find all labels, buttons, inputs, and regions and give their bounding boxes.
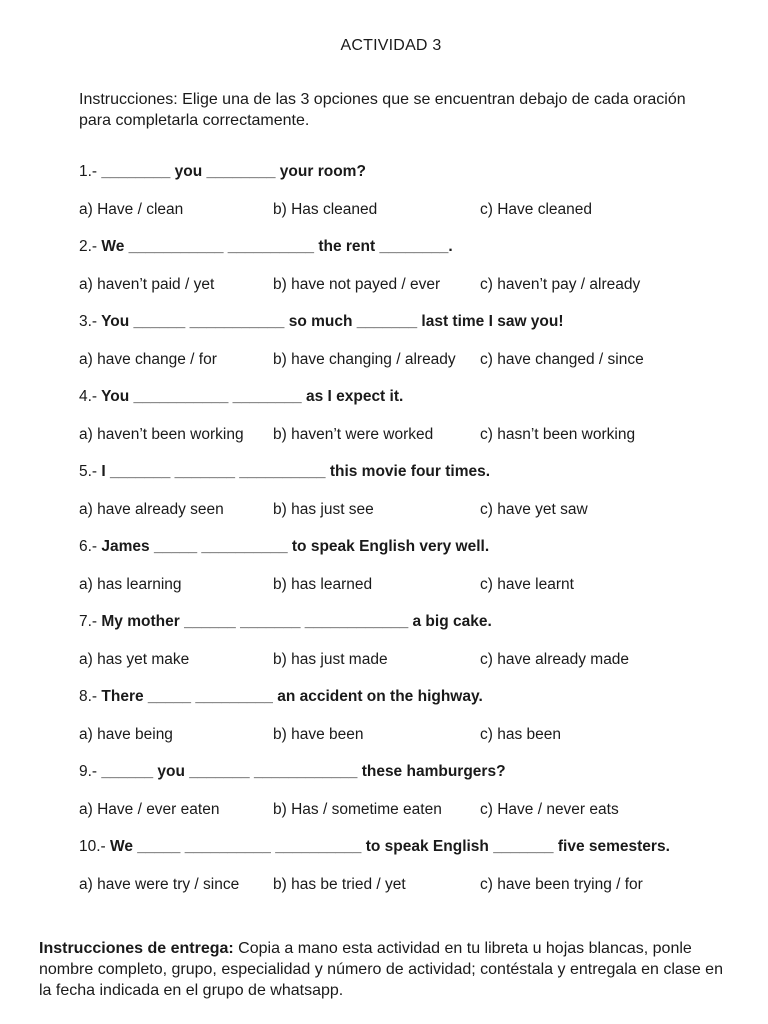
question-number: 1.- [79,163,98,180]
option-a: a) haven’t been working [79,426,244,443]
question-9 [79,762,739,837]
question-number: 4.- [79,388,98,405]
option-b: b) haven’t were worked [273,426,434,443]
question-number: 7.- [79,613,98,630]
question-number: 10.- [79,838,106,855]
question-stem [79,312,564,332]
question-7 [79,612,739,687]
question-text: My mother ______ _______ ____________ a big cake. [97,613,492,630]
option-a: a) Have / ever eaten [79,801,220,818]
option-b: b) has be tried / yet [273,876,406,893]
question-stem [79,387,403,407]
question-text: James _____ __________ to speak English very well. [97,538,490,555]
option-a: a) have were try / since [79,876,240,893]
option-a: a) has learning [79,576,182,593]
question-text: ________ you ________ your room? [97,163,366,180]
question-stem [79,537,489,557]
option-a: a) have already seen [79,501,224,518]
option-b: b) Has / sometime eaten [273,801,442,818]
option-c: c) have yet saw [480,501,588,518]
question-number: 9.- [79,763,98,780]
option-a: a) haven’t paid / yet [79,276,215,293]
question-5 [79,462,739,537]
option-a: a) Have / clean [79,201,184,218]
delivery-label: Instrucciones de entrega: [39,940,234,957]
question-6 [79,537,739,612]
option-b: b) have not payed / ever [273,276,441,293]
question-stem [79,162,366,182]
page-title: ACTIVIDAD 3 [340,37,442,54]
option-c: c) has been [480,726,561,743]
option-a: a) has yet make [79,651,190,668]
question-text: I _______ _______ __________ this movie four times. [97,463,491,480]
question-8 [79,687,739,762]
option-a: a) have being [79,726,173,743]
option-a: a) have change / for [79,351,217,368]
instructions-text: Instrucciones: Elige una de las 3 opciones que se encuentran debajo de cada oración para completarla correctamente. [79,91,686,129]
option-b: b) Has cleaned [273,201,378,218]
question-number: 6.- [79,538,98,555]
option-b: b) have been [273,726,364,743]
option-b: b) has learned [273,576,373,593]
question-number: 8.- [79,688,98,705]
option-c: c) have been trying / for [480,876,643,893]
question-list [79,162,739,912]
option-c: c) hasn’t been working [480,426,636,443]
option-c: c) have already made [480,651,630,668]
question-stem [79,237,453,257]
question-number: 5.- [79,463,98,480]
question-10 [79,837,739,912]
question-stem [79,762,506,782]
question-text: You ___________ ________ as I expect it. [97,388,404,405]
question-text: You ______ ___________ so much _______ last time I saw you! [97,313,564,330]
question-1 [79,162,739,237]
question-text: There _____ _________ an accident on the highway. [97,688,483,705]
question-number: 3.- [79,313,98,330]
question-number: 2.- [79,238,98,255]
question-stem [79,837,670,857]
question-3 [79,312,739,387]
option-c: c) Have cleaned [480,201,593,218]
option-c: c) have learnt [480,576,574,593]
question-2 [79,237,739,312]
question-text: ______ you _______ ____________ these hamburgers? [97,763,506,780]
question-stem [79,462,490,482]
option-b: b) has just see [273,501,374,518]
question-text: We ___________ __________ the rent ________. [97,238,453,255]
option-b: b) have changing / already [273,351,456,368]
option-c: c) have changed / since [480,351,644,368]
delivery-text: Copia a mano esta actividad en tu libreta u hojas blancas, ponle nombre completo, grupo, especialidad y número de actividad; contéstala y entregala en clase en la fecha indicada en el grupo de whatsapp. [39,940,723,999]
question-stem [79,687,483,707]
question-4 [79,387,739,462]
option-c: c) Have / never eats [480,801,619,818]
question-text: We _____ __________ __________ to speak English _______ five semesters. [105,838,670,855]
option-b: b) has just made [273,651,388,668]
question-stem [79,612,492,632]
option-c: c) haven’t pay / already [480,276,641,293]
delivery-instructions [39,938,729,1001]
